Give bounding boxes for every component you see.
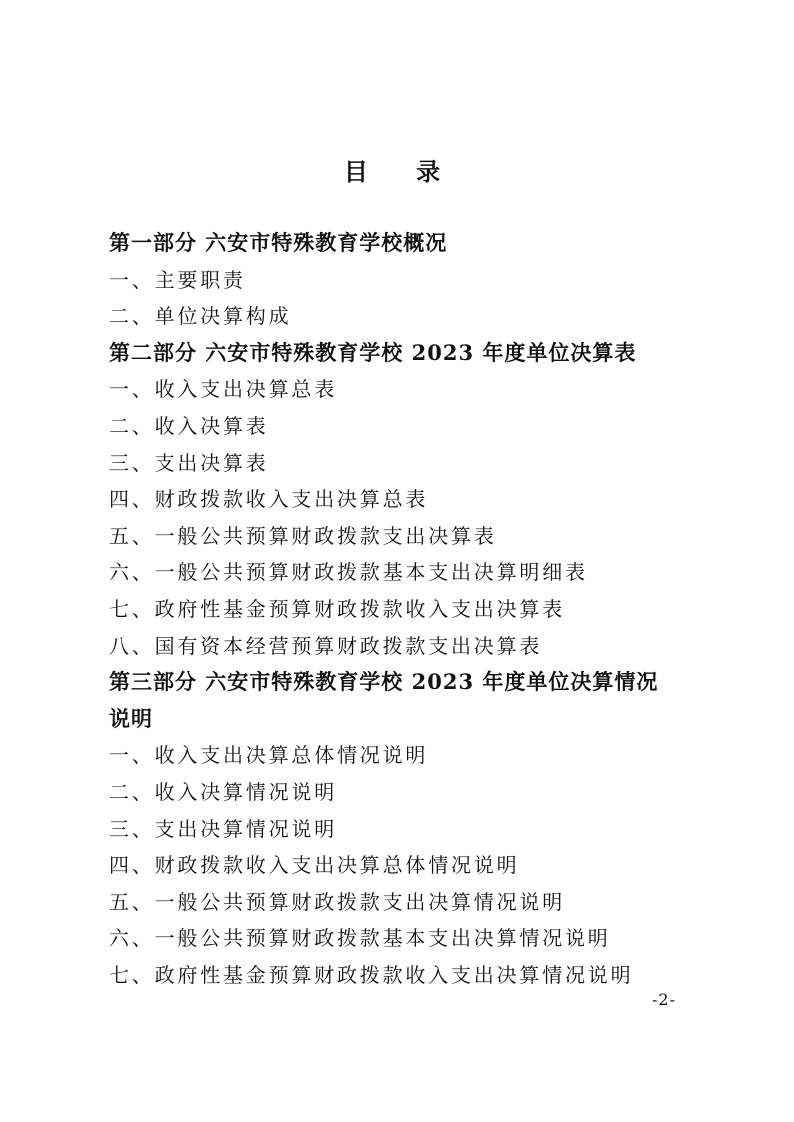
toc-section-3: 第三部分 六安市特殊教育学校 2023 年度单位决算情况 — [109, 669, 659, 695]
toc-section-1: 第一部分 六安市特殊教育学校概况 — [109, 230, 448, 255]
toc-item: 四、财政拨款收入支出决算总体情况说明 — [109, 853, 520, 878]
toc-item: 六、一般公共预算财政拨款基本支出决算明细表 — [109, 560, 588, 585]
toc-item: 三、支出决算情况说明 — [109, 816, 337, 841]
toc-section-2: 第二部分 六安市特殊教育学校 2023 年度单位决算表 — [109, 339, 637, 365]
toc-item: 一、收入支出决算总体情况说明 — [109, 743, 429, 768]
page-title: 目 录 — [343, 157, 461, 186]
toc-item: 二、单位决算构成 — [109, 304, 292, 329]
table-of-contents — [109, 225, 709, 993]
toc-item: 八、国有资本经营预算财政拨款支出决算表 — [109, 633, 543, 658]
toc-item: 七、政府性基金预算财政拨款收入支出决算情况说明 — [109, 962, 634, 987]
toc-item: 四、财政拨款收入支出决算总表 — [109, 487, 429, 512]
toc-item: 五、一般公共预算财政拨款支出决算表 — [109, 523, 497, 548]
toc-item: 一、收入支出决算总表 — [109, 377, 337, 402]
toc-item: 二、收入决算表 — [109, 413, 269, 438]
toc-item: 三、支出决算表 — [109, 450, 269, 475]
toc-item: 六、一般公共预算财政拨款基本支出决算情况说明 — [109, 926, 611, 951]
toc-item: 七、政府性基金预算财政拨款收入支出决算表 — [109, 596, 565, 621]
toc-item: 一、主要职责 — [109, 267, 246, 292]
toc-item: 二、收入决算情况说明 — [109, 779, 337, 804]
page-number: -2- — [652, 990, 676, 1009]
toc-item: 五、一般公共预算财政拨款支出决算情况说明 — [109, 889, 565, 914]
toc-section-3-continued: 说明 — [109, 705, 153, 731]
